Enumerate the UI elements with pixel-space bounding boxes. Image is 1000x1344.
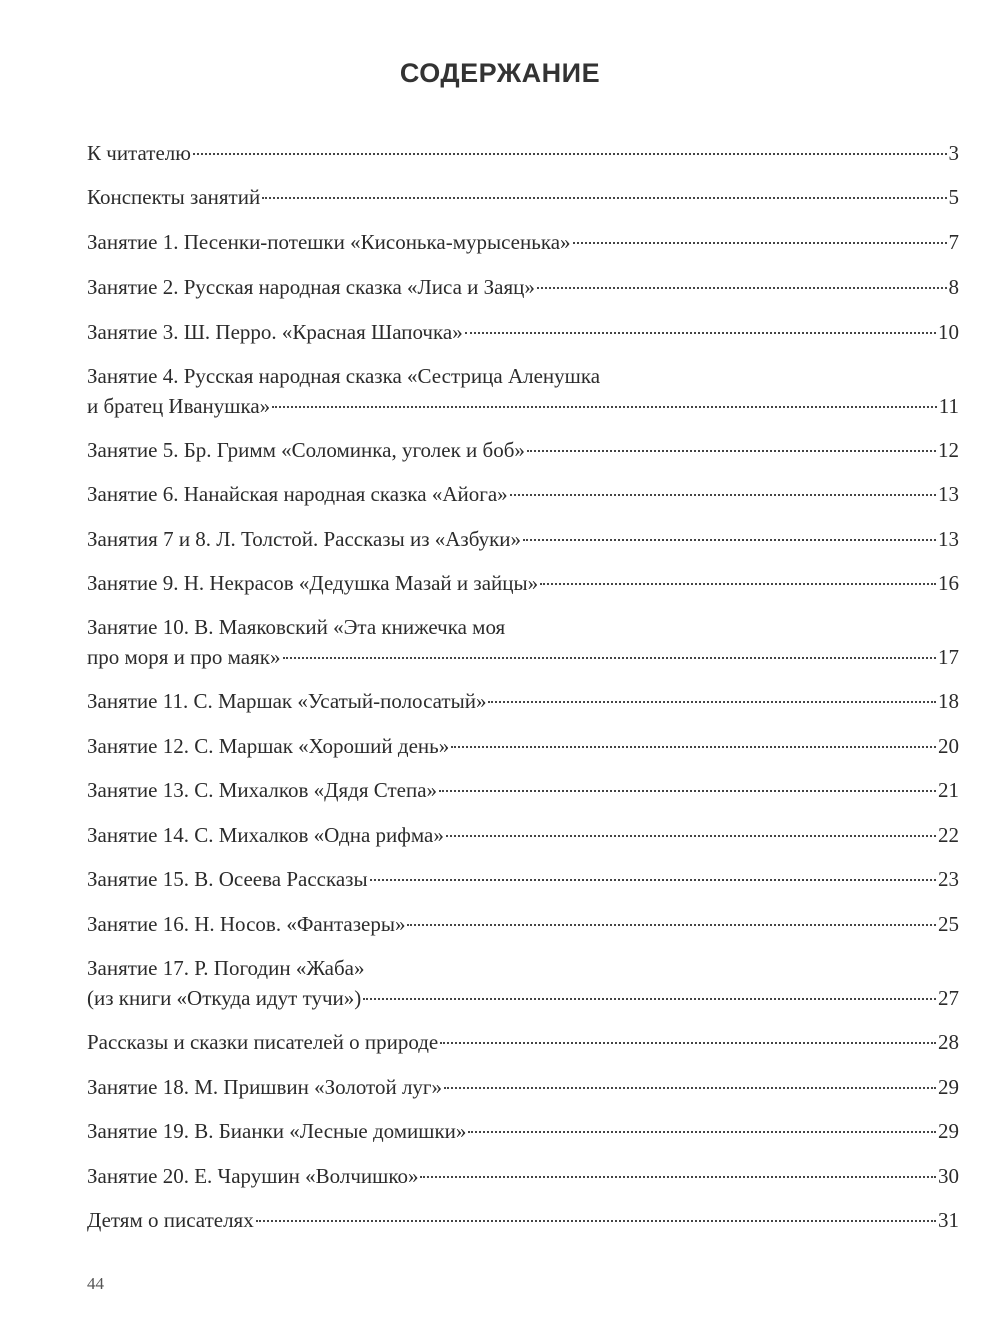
toc-entry-title: К читателю — [87, 141, 191, 165]
toc-entry-page: 20 — [938, 734, 959, 758]
toc-entry-title: Детям о писателях — [87, 1208, 254, 1232]
toc-entry-title: Занятия 7 и 8. Л. Толстой. Рассказы из «Азбуки» — [87, 527, 522, 551]
toc-entry-page: 8 — [948, 275, 959, 299]
dot-leader — [451, 746, 936, 748]
toc-entry-page: 25 — [938, 912, 959, 936]
dot-leader — [407, 924, 936, 926]
toc-entry-title: Рассказы и сказки писателей о природе — [87, 1030, 439, 1054]
toc-entry-page: 5 — [948, 185, 959, 209]
toc-entry — [87, 272, 959, 302]
toc-entry — [87, 361, 959, 421]
toc-entry-title: Занятие 11. С. Маршак «Усатый-полосатый» — [87, 689, 487, 713]
dot-leader — [537, 287, 947, 289]
dot-leader — [283, 657, 937, 659]
toc-entry-page: 18 — [938, 689, 959, 713]
toc-entry-page: 12 — [938, 438, 959, 462]
toc-entry-title: Занятие 2. Русская народная сказка «Лиса и Заяц» — [87, 275, 535, 299]
toc-entry-title: Занятие 5. Бр. Гримм «Соломинка, уголек и боб» — [87, 438, 525, 462]
toc-entry-title: Занятие 16. Н. Носов. «Фантазеры» — [87, 912, 406, 936]
toc-entry-title: Занятие 12. С. Маршак «Хороший день» — [87, 734, 450, 758]
dot-leader — [363, 998, 936, 1000]
toc-entry — [87, 909, 959, 939]
toc-entry — [87, 775, 959, 805]
toc-entry — [87, 138, 959, 168]
toc-entry-page: 17 — [938, 645, 959, 669]
toc-entry — [87, 435, 959, 465]
page-number: 44 — [87, 1274, 104, 1293]
toc-entry-page: 27 — [938, 986, 959, 1010]
toc-entry-page: 11 — [938, 394, 959, 418]
toc-entry — [87, 731, 959, 761]
dot-leader — [527, 450, 936, 452]
toc-entry — [87, 524, 959, 554]
toc-entry-page: 28 — [938, 1030, 959, 1054]
toc-entry-page: 7 — [948, 230, 959, 254]
toc-entry — [87, 1205, 959, 1235]
dot-leader — [523, 539, 936, 541]
toc-entry — [87, 1027, 959, 1057]
dot-leader — [540, 583, 936, 585]
toc-entry-title-first-line: Занятие 4. Русская народная сказка «Сестрица Аленушка — [87, 364, 601, 388]
dot-leader — [370, 879, 936, 881]
dot-leader — [272, 406, 937, 408]
toc-entry-title: Занятие 3. Ш. Перро. «Красная Шапочка» — [87, 320, 463, 344]
toc-entry-page: 3 — [948, 141, 959, 165]
toc-entry-title: Конспекты занятий — [87, 185, 261, 209]
toc-entry-page: 29 — [938, 1119, 959, 1143]
toc-entry — [87, 686, 959, 716]
toc-entry-title: Занятие 1. Песенки-потешки «Кисонька-мурысенька» — [87, 230, 571, 254]
toc-entry — [87, 864, 959, 894]
toc-entry — [87, 1116, 959, 1146]
toc-entry — [87, 1161, 959, 1191]
toc-entry-page: 30 — [938, 1164, 959, 1188]
dot-leader — [446, 835, 936, 837]
toc-entry — [87, 612, 959, 672]
dot-leader — [510, 494, 936, 496]
toc-entry-title: про моря и про маяк» — [87, 645, 281, 669]
toc-entry-page: 21 — [938, 778, 959, 802]
toc-entry-page: 16 — [938, 571, 959, 595]
dot-leader — [193, 153, 947, 155]
toc-entry-page: 29 — [938, 1075, 959, 1099]
toc-entry-title: Занятие 18. М. Пришвин «Золотой луг» — [87, 1075, 443, 1099]
toc-entry-title: Занятие 9. Н. Некрасов «Дедушка Мазай и зайцы» — [87, 571, 539, 595]
toc-entry — [87, 953, 959, 1013]
toc-entry-page: 10 — [938, 320, 959, 344]
dot-leader — [468, 1131, 936, 1133]
toc-entry-title: (из книги «Откуда идут тучи») — [87, 986, 362, 1010]
toc-entry-page: 31 — [938, 1208, 959, 1232]
toc-entry — [87, 182, 959, 212]
toc-entry — [87, 568, 959, 598]
toc-entry-title: Занятие 19. В. Бианки «Лесные домишки» — [87, 1119, 467, 1143]
dot-leader — [573, 242, 947, 244]
toc-entry-page: 13 — [938, 527, 959, 551]
toc-entry-title: Занятие 14. С. Михалков «Одна рифма» — [87, 823, 444, 847]
toc-entry-title-first-line: Занятие 10. В. Маяковский «Эта книжечка моя — [87, 615, 506, 639]
toc-entry-page: 23 — [938, 867, 959, 891]
dot-leader — [256, 1220, 936, 1222]
toc-entry-title: и братец Иванушка» — [87, 394, 271, 418]
table-of-contents — [87, 130, 959, 1235]
toc-entry — [87, 227, 959, 257]
dot-leader — [262, 197, 946, 199]
toc-entry-title: Занятие 20. Е. Чарушин «Волчишко» — [87, 1164, 419, 1188]
toc-entry-page: 22 — [938, 823, 959, 847]
dot-leader — [439, 790, 936, 792]
dot-leader — [420, 1176, 936, 1178]
toc-entry-title: Занятие 13. С. Михалков «Дядя Степа» — [87, 778, 438, 802]
toc-entry-title-first-line: Занятие 17. Р. Погодин «Жаба» — [87, 956, 365, 980]
toc-entry — [87, 317, 959, 347]
toc-entry-title: Занятие 15. В. Осеева Рассказы — [87, 867, 368, 891]
page-title: СОДЕРЖАНИЕ — [399, 58, 601, 88]
dot-leader — [444, 1087, 936, 1089]
toc-entry-title: Занятие 6. Нанайская народная сказка «Айога» — [87, 482, 508, 506]
toc-entry — [87, 479, 959, 509]
dot-leader — [440, 1042, 936, 1044]
dot-leader — [465, 332, 936, 334]
toc-entry — [87, 820, 959, 850]
dot-leader — [488, 701, 936, 703]
toc-entry-page: 13 — [938, 482, 959, 506]
toc-entry — [87, 1072, 959, 1102]
